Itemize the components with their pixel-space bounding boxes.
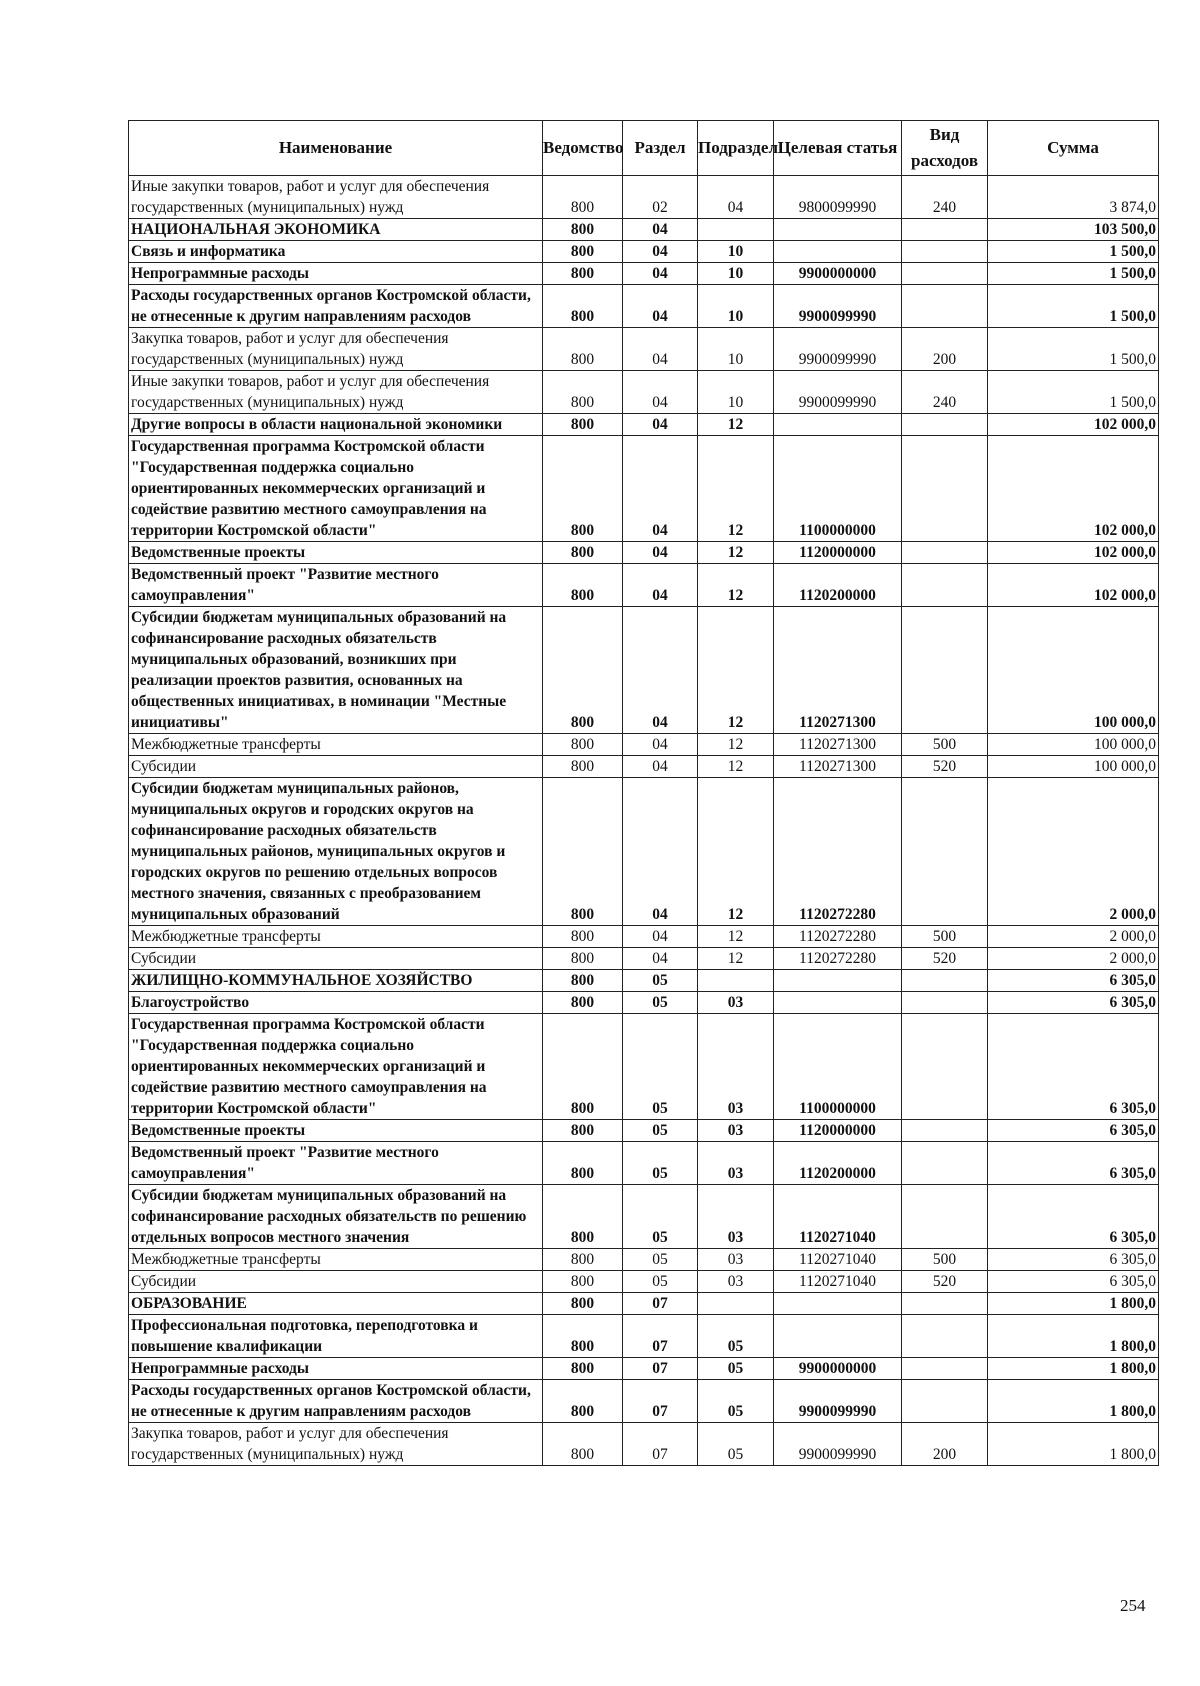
table-cell-sum: 1 800,0 bbox=[988, 1380, 1159, 1423]
table-cell-target-article: 9900000000 bbox=[774, 263, 902, 285]
table-cell-section: 04 bbox=[623, 948, 698, 970]
table-cell-subsection: 10 bbox=[698, 263, 774, 285]
table-cell-sum: 1 800,0 bbox=[988, 1293, 1159, 1315]
header-section: Раздел bbox=[623, 121, 698, 176]
table-cell-target-article bbox=[774, 241, 902, 263]
header-target-article: Целевая статья bbox=[774, 121, 902, 176]
table-cell-target-article: 1120272280 bbox=[774, 926, 902, 948]
table-cell-subsection: 12 bbox=[698, 948, 774, 970]
table-cell-expense-type bbox=[902, 1315, 988, 1358]
table-cell-subsection: 03 bbox=[698, 1271, 774, 1293]
table-cell-sum: 2 000,0 bbox=[988, 948, 1159, 970]
table-cell-name: Расходы государственных органов Костромской области, не отнесенные к другим направлениям расходов bbox=[129, 285, 543, 328]
table-cell-section: 04 bbox=[623, 734, 698, 756]
table-row bbox=[129, 948, 1159, 970]
table-cell-target-article bbox=[774, 992, 902, 1014]
table-cell-subsection bbox=[698, 1293, 774, 1315]
table-cell-target-article: 9900099990 bbox=[774, 1423, 902, 1466]
table-cell-expense-type bbox=[902, 992, 988, 1014]
table-cell-section: 04 bbox=[623, 219, 698, 241]
table-cell-sum: 2 000,0 bbox=[988, 926, 1159, 948]
table-cell-expense-type: 500 bbox=[902, 1249, 988, 1271]
table-row bbox=[129, 1271, 1159, 1293]
table-cell-target-article: 1120271040 bbox=[774, 1249, 902, 1271]
table-cell-target-article bbox=[774, 970, 902, 992]
table-cell-target-article: 1120200000 bbox=[774, 564, 902, 607]
table-row bbox=[129, 414, 1159, 436]
table-cell-expense-type: 520 bbox=[902, 1271, 988, 1293]
table-cell-subsection: 10 bbox=[698, 285, 774, 328]
table-row bbox=[129, 1249, 1159, 1271]
table-cell-subsection bbox=[698, 970, 774, 992]
table-cell-subsection: 10 bbox=[698, 328, 774, 371]
table-row bbox=[129, 176, 1159, 219]
table-body bbox=[129, 176, 1159, 1466]
table-cell-name: Государственная программа Костромской области "Государственная поддержка социально ориентированных некоммерческих организаций и содействие развитию местного самоуправления на территории Костромской области" bbox=[129, 436, 543, 542]
table-cell-expense-type bbox=[902, 436, 988, 542]
table-cell-section: 05 bbox=[623, 1249, 698, 1271]
table-row bbox=[129, 1014, 1159, 1120]
table-row bbox=[129, 1120, 1159, 1142]
table-cell-target-article: 1120000000 bbox=[774, 1120, 902, 1142]
table-cell-subsection: 12 bbox=[698, 926, 774, 948]
table-row bbox=[129, 734, 1159, 756]
table-cell-department: 800 bbox=[543, 263, 623, 285]
table-cell-target-article: 9900099990 bbox=[774, 1380, 902, 1423]
table-cell-subsection: 03 bbox=[698, 1185, 774, 1249]
table-cell-department: 800 bbox=[543, 176, 623, 219]
table-cell-department: 800 bbox=[543, 1185, 623, 1249]
table-cell-target-article: 1120000000 bbox=[774, 542, 902, 564]
table-cell-sum: 102 000,0 bbox=[988, 564, 1159, 607]
table-cell-expense-type: 240 bbox=[902, 371, 988, 414]
table-row bbox=[129, 1315, 1159, 1358]
table-cell-subsection bbox=[698, 219, 774, 241]
table-cell-name: Расходы государственных органов Костромской области, не отнесенные к другим направлениям расходов bbox=[129, 1380, 543, 1423]
table-cell-subsection: 12 bbox=[698, 734, 774, 756]
table-cell-section: 05 bbox=[623, 1120, 698, 1142]
table-cell-name: Непрограммные расходы bbox=[129, 1358, 543, 1380]
table-cell-subsection: 05 bbox=[698, 1358, 774, 1380]
table-cell-subsection: 12 bbox=[698, 778, 774, 926]
table-cell-sum: 102 000,0 bbox=[988, 436, 1159, 542]
table-row bbox=[129, 926, 1159, 948]
table-cell-expense-type bbox=[902, 1014, 988, 1120]
table-cell-subsection: 10 bbox=[698, 241, 774, 263]
table-cell-target-article: 1120271040 bbox=[774, 1185, 902, 1249]
table-cell-name: Субсидии бюджетам муниципальных образований на софинансирование расходных обязательств муниципальных образований, возникших при реализации проектов развития, основанных на общественных инициативах, в номинации "Местные инициативы" bbox=[129, 607, 543, 734]
table-cell-target-article: 9800099990 bbox=[774, 176, 902, 219]
table-cell-section: 04 bbox=[623, 436, 698, 542]
table-cell-expense-type bbox=[902, 542, 988, 564]
table-cell-sum: 6 305,0 bbox=[988, 1185, 1159, 1249]
table-cell-sum: 100 000,0 bbox=[988, 756, 1159, 778]
table-cell-sum: 1 500,0 bbox=[988, 328, 1159, 371]
table-cell-expense-type bbox=[902, 263, 988, 285]
table-cell-target-article: 1120271040 bbox=[774, 1271, 902, 1293]
table-cell-expense-type bbox=[902, 778, 988, 926]
table-cell-sum: 6 305,0 bbox=[988, 1142, 1159, 1185]
table-cell-section: 07 bbox=[623, 1423, 698, 1466]
table-cell-expense-type: 500 bbox=[902, 734, 988, 756]
table-cell-section: 04 bbox=[623, 542, 698, 564]
table-cell-subsection: 05 bbox=[698, 1380, 774, 1423]
table-cell-department: 800 bbox=[543, 1249, 623, 1271]
table-cell-department: 800 bbox=[543, 1380, 623, 1423]
table-row bbox=[129, 970, 1159, 992]
table-cell-section: 04 bbox=[623, 778, 698, 926]
table-row bbox=[129, 756, 1159, 778]
table-cell-name: НАЦИОНАЛЬНАЯ ЭКОНОМИКА bbox=[129, 219, 543, 241]
table-cell-expense-type bbox=[902, 1142, 988, 1185]
table-cell-name: Межбюджетные трансферты bbox=[129, 1249, 543, 1271]
table-cell-sum: 102 000,0 bbox=[988, 542, 1159, 564]
table-cell-target-article: 9900099990 bbox=[774, 285, 902, 328]
table-row bbox=[129, 542, 1159, 564]
table-cell-name: Межбюджетные трансферты bbox=[129, 734, 543, 756]
table-cell-section: 04 bbox=[623, 371, 698, 414]
table-cell-department: 800 bbox=[543, 734, 623, 756]
table-cell-name: Субсидии bbox=[129, 1271, 543, 1293]
table-cell-section: 05 bbox=[623, 1142, 698, 1185]
table-cell-sum: 6 305,0 bbox=[988, 1120, 1159, 1142]
table-row bbox=[129, 1423, 1159, 1466]
table-cell-expense-type bbox=[902, 1293, 988, 1315]
table-cell-department: 800 bbox=[543, 926, 623, 948]
table-cell-subsection: 12 bbox=[698, 414, 774, 436]
table-cell-subsection: 04 bbox=[698, 176, 774, 219]
table-cell-name: Непрограммные расходы bbox=[129, 263, 543, 285]
table-cell-subsection: 12 bbox=[698, 564, 774, 607]
header-name: Наименование bbox=[129, 121, 543, 176]
table-cell-name: ЖИЛИЩНО-КОММУНАЛЬНОЕ ХОЗЯЙСТВО bbox=[129, 970, 543, 992]
table-cell-department: 800 bbox=[543, 1120, 623, 1142]
table-row bbox=[129, 436, 1159, 542]
table-cell-target-article: 9900099990 bbox=[774, 328, 902, 371]
table-cell-expense-type: 200 bbox=[902, 1423, 988, 1466]
table-cell-target-article: 1120272280 bbox=[774, 778, 902, 926]
table-cell-department: 800 bbox=[543, 1293, 623, 1315]
table-cell-department: 800 bbox=[543, 778, 623, 926]
table-cell-target-article: 1100000000 bbox=[774, 1014, 902, 1120]
table-cell-sum: 6 305,0 bbox=[988, 970, 1159, 992]
table-row bbox=[129, 778, 1159, 926]
table-cell-subsection: 12 bbox=[698, 607, 774, 734]
table-cell-department: 800 bbox=[543, 241, 623, 263]
table-cell-department: 800 bbox=[543, 992, 623, 1014]
table-cell-expense-type bbox=[902, 1185, 988, 1249]
table-cell-expense-type bbox=[902, 607, 988, 734]
table-cell-department: 800 bbox=[543, 542, 623, 564]
table-cell-subsection: 12 bbox=[698, 542, 774, 564]
table-cell-sum: 6 305,0 bbox=[988, 1249, 1159, 1271]
table-cell-name: Закупка товаров, работ и услуг для обеспечения государственных (муниципальных) нужд bbox=[129, 1423, 543, 1466]
table-cell-target-article bbox=[774, 219, 902, 241]
table-cell-expense-type: 240 bbox=[902, 176, 988, 219]
table-cell-section: 07 bbox=[623, 1380, 698, 1423]
table-cell-expense-type bbox=[902, 1120, 988, 1142]
table-cell-department: 800 bbox=[543, 1315, 623, 1358]
header-department: Ведомство bbox=[543, 121, 623, 176]
table-cell-department: 800 bbox=[543, 607, 623, 734]
table-cell-name: Межбюджетные трансферты bbox=[129, 926, 543, 948]
table-cell-name: Другие вопросы в области национальной экономики bbox=[129, 414, 543, 436]
table-cell-section: 04 bbox=[623, 564, 698, 607]
table-cell-expense-type bbox=[902, 241, 988, 263]
table-cell-section: 04 bbox=[623, 241, 698, 263]
table-row bbox=[129, 285, 1159, 328]
page-number: 254 bbox=[1120, 1596, 1146, 1615]
table-cell-section: 07 bbox=[623, 1293, 698, 1315]
table-cell-expense-type bbox=[902, 1380, 988, 1423]
table-cell-section: 07 bbox=[623, 1358, 698, 1380]
table-cell-subsection: 05 bbox=[698, 1315, 774, 1358]
table-cell-sum: 1 500,0 bbox=[988, 263, 1159, 285]
table-cell-name: Ведомственный проект "Развитие местного самоуправления" bbox=[129, 1142, 543, 1185]
table-cell-department: 800 bbox=[543, 1423, 623, 1466]
table-row bbox=[129, 1142, 1159, 1185]
table-cell-target-article: 1120200000 bbox=[774, 1142, 902, 1185]
table-cell-name: Субсидии бюджетам муниципальных образований на софинансирование расходных обязательств по решению отдельных вопросов местного значения bbox=[129, 1185, 543, 1249]
table-cell-section: 05 bbox=[623, 1014, 698, 1120]
table-cell-target-article: 1120271300 bbox=[774, 734, 902, 756]
table-cell-sum: 1 800,0 bbox=[988, 1315, 1159, 1358]
table-cell-section: 04 bbox=[623, 607, 698, 734]
table-cell-sum: 102 000,0 bbox=[988, 414, 1159, 436]
table-cell-sum: 100 000,0 bbox=[988, 607, 1159, 734]
table-cell-expense-type: 500 bbox=[902, 926, 988, 948]
table-cell-section: 04 bbox=[623, 285, 698, 328]
table-row bbox=[129, 241, 1159, 263]
table-cell-expense-type: 520 bbox=[902, 756, 988, 778]
table-cell-sum: 2 000,0 bbox=[988, 778, 1159, 926]
table-cell-sum: 6 305,0 bbox=[988, 1014, 1159, 1120]
table-cell-sum: 3 874,0 bbox=[988, 176, 1159, 219]
table-cell-target-article bbox=[774, 1315, 902, 1358]
table-cell-name: Субсидии bbox=[129, 948, 543, 970]
table-cell-name: Иные закупки товаров, работ и услуг для обеспечения государственных (муниципальных) нужд bbox=[129, 176, 543, 219]
table-cell-subsection: 03 bbox=[698, 992, 774, 1014]
table-row bbox=[129, 564, 1159, 607]
table-row bbox=[129, 1380, 1159, 1423]
table-cell-name: Благоустройство bbox=[129, 992, 543, 1014]
table-cell-name: Ведомственные проекты bbox=[129, 1120, 543, 1142]
table-cell-expense-type bbox=[902, 285, 988, 328]
table-cell-expense-type bbox=[902, 414, 988, 436]
table-cell-name: Связь и информатика bbox=[129, 241, 543, 263]
table-cell-name: Ведомственные проекты bbox=[129, 542, 543, 564]
table-cell-department: 800 bbox=[543, 371, 623, 414]
table-row bbox=[129, 607, 1159, 734]
table-cell-subsection: 03 bbox=[698, 1014, 774, 1120]
table-cell-target-article: 1120272280 bbox=[774, 948, 902, 970]
table-cell-sum: 100 000,0 bbox=[988, 734, 1159, 756]
table-cell-sum: 1 800,0 bbox=[988, 1423, 1159, 1466]
table-cell-section: 05 bbox=[623, 1271, 698, 1293]
table-cell-subsection: 03 bbox=[698, 1142, 774, 1185]
table-cell-subsection: 03 bbox=[698, 1249, 774, 1271]
table-cell-department: 800 bbox=[543, 564, 623, 607]
table-cell-department: 800 bbox=[543, 948, 623, 970]
table-cell-target-article: 9900000000 bbox=[774, 1358, 902, 1380]
table-row bbox=[129, 263, 1159, 285]
table-row bbox=[129, 328, 1159, 371]
table-cell-name: Субсидии bbox=[129, 756, 543, 778]
table-cell-sum: 1 800,0 bbox=[988, 1358, 1159, 1380]
table-row bbox=[129, 1358, 1159, 1380]
table-cell-subsection: 10 bbox=[698, 371, 774, 414]
table-cell-expense-type bbox=[902, 1358, 988, 1380]
table-cell-department: 800 bbox=[543, 1142, 623, 1185]
table-cell-sum: 6 305,0 bbox=[988, 992, 1159, 1014]
table-cell-section: 07 bbox=[623, 1315, 698, 1358]
table-cell-subsection: 05 bbox=[698, 1423, 774, 1466]
table-cell-section: 05 bbox=[623, 1185, 698, 1249]
table-cell-target-article bbox=[774, 414, 902, 436]
table-cell-expense-type: 200 bbox=[902, 328, 988, 371]
table-cell-section: 04 bbox=[623, 926, 698, 948]
table-row bbox=[129, 219, 1159, 241]
header-sum: Сумма bbox=[988, 121, 1159, 176]
table-cell-expense-type bbox=[902, 970, 988, 992]
table-cell-sum: 1 500,0 bbox=[988, 371, 1159, 414]
table-cell-target-article: 1120271300 bbox=[774, 756, 902, 778]
table-cell-name: Субсидии бюджетам муниципальных районов, муниципальных округов и городских округов на софинансирование расходных обязательств муниципальных районов, муниципальных округов и городских округов по решению отдельных вопросов местного значения, связанных с преобразованием муниципальных образований bbox=[129, 778, 543, 926]
table-row bbox=[129, 371, 1159, 414]
table-cell-section: 05 bbox=[623, 992, 698, 1014]
table-cell-section: 04 bbox=[623, 414, 698, 436]
table-cell-department: 800 bbox=[543, 219, 623, 241]
table-cell-department: 800 bbox=[543, 414, 623, 436]
table-cell-name: Ведомственный проект "Развитие местного самоуправления" bbox=[129, 564, 543, 607]
table-cell-expense-type: 520 bbox=[902, 948, 988, 970]
table-cell-expense-type bbox=[902, 564, 988, 607]
table-row bbox=[129, 992, 1159, 1014]
table-cell-department: 800 bbox=[543, 970, 623, 992]
table-cell-department: 800 bbox=[543, 756, 623, 778]
table-cell-department: 800 bbox=[543, 1271, 623, 1293]
table-cell-sum: 6 305,0 bbox=[988, 1271, 1159, 1293]
table-cell-name: Профессиональная подготовка, переподготовка и повышение квалификации bbox=[129, 1315, 543, 1358]
table-cell-subsection: 12 bbox=[698, 436, 774, 542]
table-cell-target-article bbox=[774, 1293, 902, 1315]
table-cell-sum: 103 500,0 bbox=[988, 219, 1159, 241]
table-cell-section: 05 bbox=[623, 970, 698, 992]
header-expense-type: Вид расходов bbox=[902, 121, 988, 176]
table-row bbox=[129, 1293, 1159, 1315]
table-row bbox=[129, 1185, 1159, 1249]
table-cell-target-article: 1100000000 bbox=[774, 436, 902, 542]
table-cell-department: 800 bbox=[543, 285, 623, 328]
table-cell-name: Государственная программа Костромской области "Государственная поддержка социально ориентированных некоммерческих организаций и содействие развитию местного самоуправления на территории Костромской области" bbox=[129, 1014, 543, 1120]
table-cell-department: 800 bbox=[543, 1358, 623, 1380]
table-cell-section: 02 bbox=[623, 176, 698, 219]
table-cell-name: Закупка товаров, работ и услуг для обеспечения государственных (муниципальных) нужд bbox=[129, 328, 543, 371]
budget-table bbox=[128, 120, 1159, 1466]
table-cell-section: 04 bbox=[623, 756, 698, 778]
table-cell-subsection: 03 bbox=[698, 1120, 774, 1142]
table-cell-section: 04 bbox=[623, 328, 698, 371]
table-cell-name: Иные закупки товаров, работ и услуг для обеспечения государственных (муниципальных) нужд bbox=[129, 371, 543, 414]
table-cell-department: 800 bbox=[543, 328, 623, 371]
header-subsection: Подраздел bbox=[698, 121, 774, 176]
table-cell-sum: 1 500,0 bbox=[988, 285, 1159, 328]
table-header-row bbox=[129, 121, 1159, 176]
table-cell-target-article: 9900099990 bbox=[774, 371, 902, 414]
table-cell-section: 04 bbox=[623, 263, 698, 285]
table-cell-subsection: 12 bbox=[698, 756, 774, 778]
table-cell-department: 800 bbox=[543, 1014, 623, 1120]
table-cell-target-article: 1120271300 bbox=[774, 607, 902, 734]
table-cell-department: 800 bbox=[543, 436, 623, 542]
table-cell-expense-type bbox=[902, 219, 988, 241]
table-cell-name: ОБРАЗОВАНИЕ bbox=[129, 1293, 543, 1315]
table-cell-sum: 1 500,0 bbox=[988, 241, 1159, 263]
